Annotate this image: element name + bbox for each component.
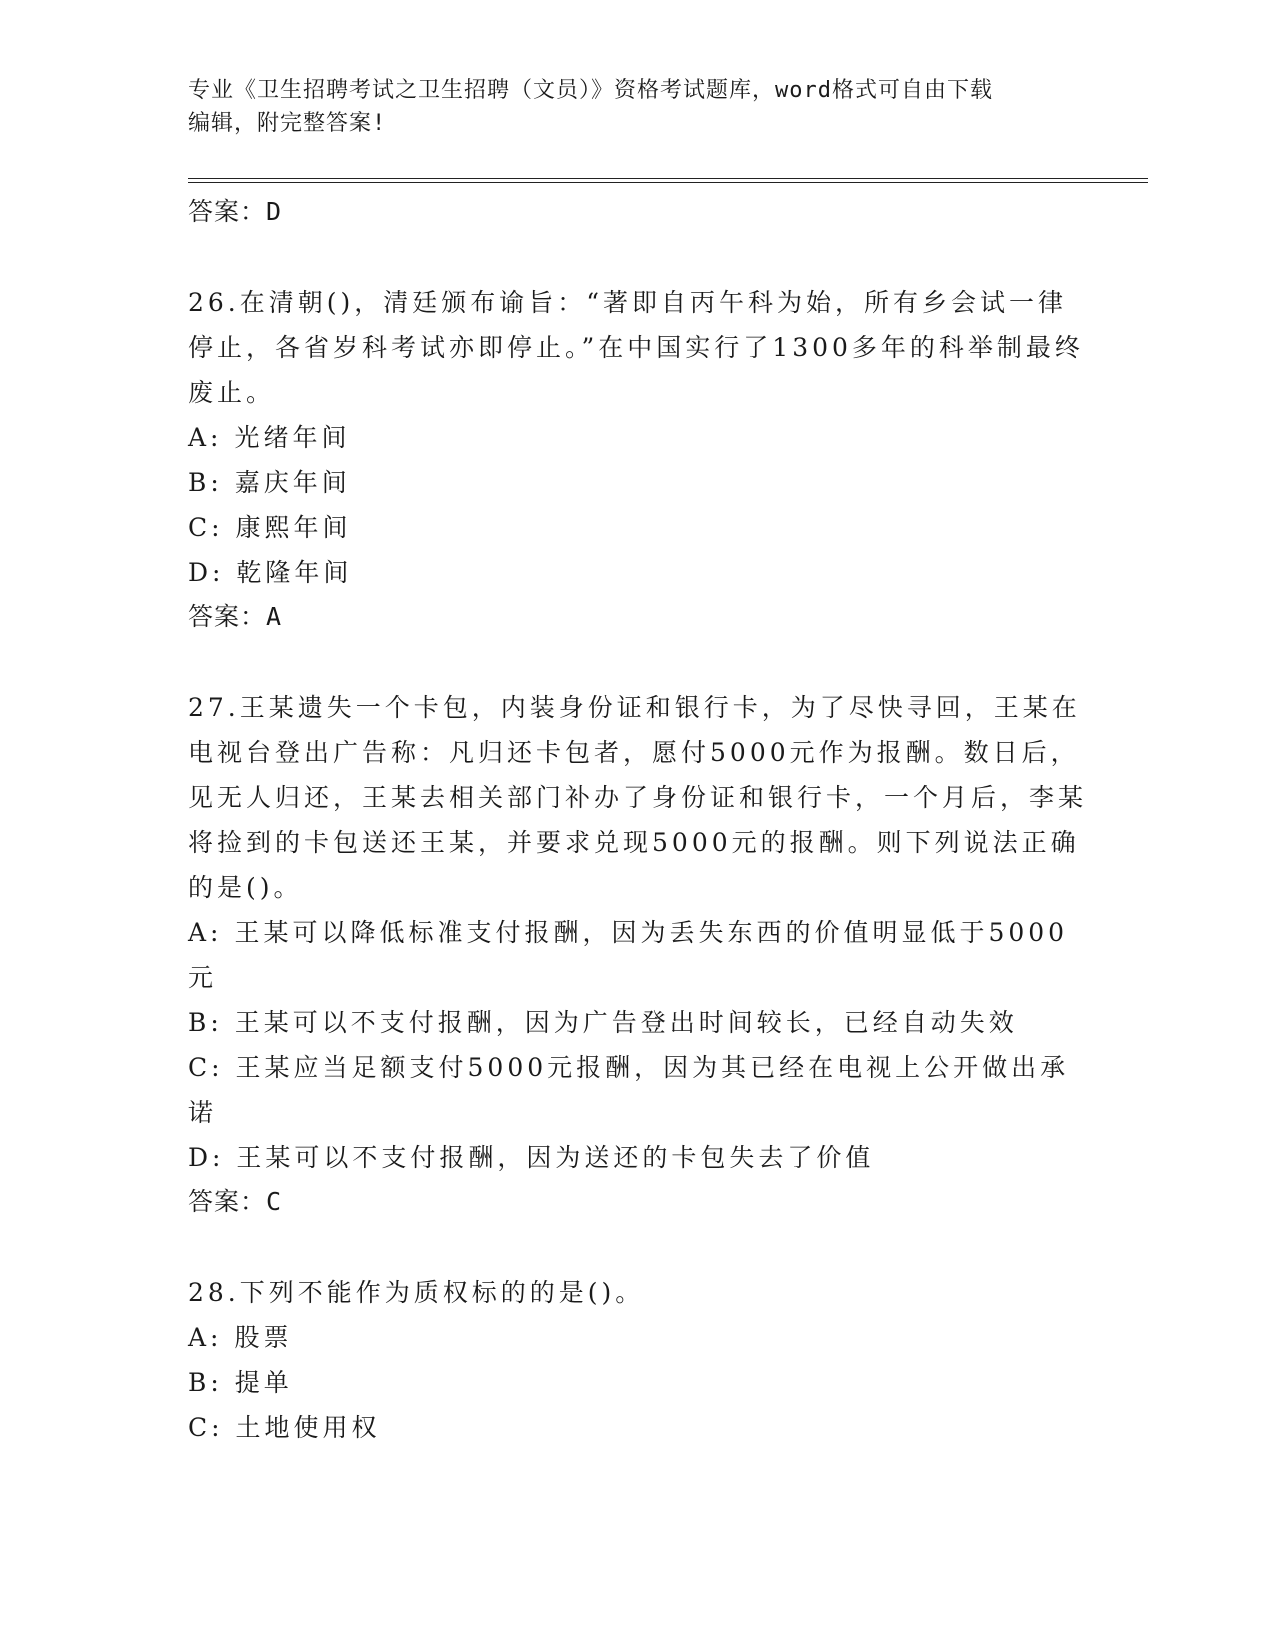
option-text: 土地使用权 bbox=[235, 1413, 381, 1442]
option-c bbox=[188, 1045, 1088, 1135]
option-key: D: bbox=[188, 558, 225, 587]
option-text: 王某应当足额支付5000元报酬，因为其已经在电视上公开做出承诺 bbox=[188, 1053, 1070, 1127]
option-b bbox=[188, 1000, 1088, 1045]
option-key: A: bbox=[188, 423, 223, 452]
document-header bbox=[188, 74, 1088, 140]
option-text: 嘉庆年间 bbox=[234, 468, 351, 497]
question-text: 27.王某遗失一个卡包，内装身份证和银行卡，为了尽快寻回，王某在电视台登出广告称：凡归还卡包者，愿付5000元作为报酬。数日后，见无人归还，王某去相关部门补办了身份证和银行卡，一个月后，李某将捡到的卡包送还王某，并要求兑现5000元的报酬。则下列说法正确的是()。 bbox=[188, 693, 1088, 902]
answer: 答案：A bbox=[188, 602, 283, 631]
option-c bbox=[188, 1405, 1088, 1450]
header-divider-bottom bbox=[188, 182, 1148, 183]
previous-answer: 答案：D bbox=[188, 197, 283, 226]
option-text: 王某可以不支付报酬，因为送还的卡包失去了价值 bbox=[236, 1143, 875, 1172]
option-d bbox=[188, 1135, 1088, 1180]
option-text: 光绪年间 bbox=[234, 423, 351, 452]
option-key: C: bbox=[188, 513, 224, 542]
question-28 bbox=[188, 1270, 1088, 1450]
option-key: C: bbox=[188, 1053, 224, 1082]
option-key: A: bbox=[188, 1323, 223, 1352]
option-b bbox=[188, 1360, 1088, 1405]
option-text: 王某可以降低标准支付报酬，因为丢失东西的价值明显低于5000元 bbox=[188, 918, 1069, 992]
header-line-2: 编辑，附完整答案! bbox=[188, 111, 387, 136]
option-key: B: bbox=[188, 1008, 223, 1037]
option-text: 股票 bbox=[234, 1323, 293, 1352]
question-text: 26.在清朝()，清廷颁布谕旨：“著即自丙午科为始，所有乡会试一律停止，各省岁科考试亦即停止。”在中国实行了1300多年的科举制最终废止。 bbox=[188, 288, 1084, 407]
option-key: D: bbox=[188, 1143, 225, 1172]
option-a bbox=[188, 1315, 1088, 1360]
option-key: A: bbox=[188, 918, 223, 947]
option-b bbox=[188, 460, 1088, 505]
option-key: B: bbox=[188, 468, 223, 497]
question-27 bbox=[188, 685, 1088, 1224]
answer: 答案：C bbox=[188, 1187, 283, 1216]
document-body bbox=[188, 190, 1088, 1450]
option-text: 乾隆年间 bbox=[236, 558, 353, 587]
option-a bbox=[188, 910, 1088, 1000]
option-a bbox=[188, 415, 1088, 460]
header-divider-top bbox=[188, 178, 1148, 179]
option-key: B: bbox=[188, 1368, 223, 1397]
option-key: C: bbox=[188, 1413, 224, 1442]
option-text: 王某可以不支付报酬，因为广告登出时间较长，已经自动失效 bbox=[234, 1008, 1018, 1037]
question-26 bbox=[188, 280, 1088, 639]
question-text: 28.下列不能作为质权标的的是()。 bbox=[188, 1278, 645, 1307]
option-text: 康熙年间 bbox=[235, 513, 352, 542]
header-line-1: 专业《卫生招聘考试之卫生招聘（文员）》资格考试题库，word格式可自由下载 bbox=[188, 78, 993, 103]
option-d bbox=[188, 550, 1088, 595]
option-c bbox=[188, 505, 1088, 550]
option-text: 提单 bbox=[234, 1368, 293, 1397]
